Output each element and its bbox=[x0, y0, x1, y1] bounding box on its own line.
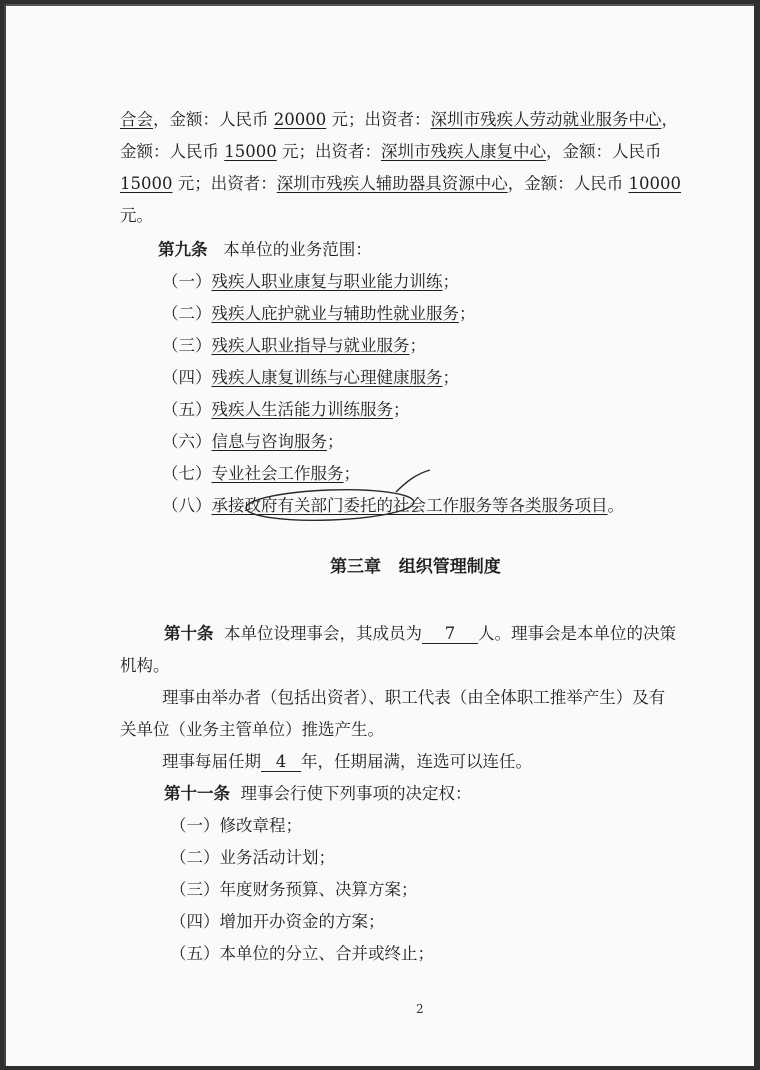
article-10-para-2a: 理事由举办者（包括出资者）、职工代表（由全体职工推举产生）及有 bbox=[162, 688, 666, 707]
investor-name: 深圳市残疾人辅助器具资源中心 bbox=[276, 174, 508, 193]
chapter-3-heading bbox=[330, 557, 501, 577]
item-number: （三） bbox=[170, 880, 220, 899]
document-page bbox=[4, 4, 754, 1066]
item-text: 增加开办资金的方案； bbox=[219, 912, 385, 931]
item-text: 本单位的分立、合并或终止； bbox=[219, 944, 434, 963]
article-text: 理事会行使下列事项的决定权： bbox=[240, 784, 472, 803]
item-text: 残疾人生活能力训练服务 bbox=[211, 400, 393, 419]
intro-text: ， bbox=[661, 110, 678, 129]
item-text: 残疾人职业康复与职业能力训练 bbox=[211, 272, 443, 291]
item-punct: ； bbox=[327, 432, 344, 451]
article-10-line-1 bbox=[164, 624, 676, 644]
intro-text: ，金额：人民币 bbox=[546, 142, 662, 161]
article-text: 本单位的业务范围： bbox=[223, 240, 372, 259]
article-title: 第十条 bbox=[164, 624, 214, 643]
item-text: 修改章程； bbox=[219, 816, 302, 835]
intro-text: 合会 bbox=[120, 110, 153, 129]
intro-text: 元；出资者： bbox=[172, 174, 277, 193]
chapter-title: 第三章 bbox=[330, 557, 381, 577]
item-punct: ； bbox=[459, 304, 476, 323]
item-punct: 。 bbox=[607, 496, 624, 515]
term-years-field: 4 bbox=[261, 753, 301, 772]
article-title: 第十一条 bbox=[164, 784, 230, 803]
item-punct: ； bbox=[442, 368, 459, 387]
item-number: （五） bbox=[162, 400, 212, 419]
article-11-item-5 bbox=[170, 944, 434, 964]
article-11-item-3 bbox=[170, 880, 418, 900]
item-number: （四） bbox=[170, 912, 220, 931]
member-count-field: 7 bbox=[422, 625, 478, 644]
intro-text: 金额：人民币 bbox=[120, 142, 225, 161]
item-number: （七） bbox=[162, 464, 212, 483]
investor-name: 深圳市残疾人康复中心 bbox=[381, 142, 546, 161]
article-11-item-4 bbox=[170, 912, 385, 932]
item-punct: ； bbox=[442, 272, 459, 291]
article-10-line-2: 机构。 bbox=[120, 656, 170, 675]
item-number: （二） bbox=[170, 848, 220, 867]
article-10-para-2b: 关单位（业务主管单位）推选产生。 bbox=[120, 720, 384, 739]
intro-text: ，金额：人民币 bbox=[507, 174, 629, 193]
chapter-subtitle: 组织管理制度 bbox=[398, 557, 501, 577]
article-11-item-2 bbox=[170, 848, 335, 868]
item-text: 残疾人康复训练与心理健康服务 bbox=[211, 368, 443, 387]
item-number: （一） bbox=[170, 816, 220, 835]
item-number: （八） bbox=[162, 496, 212, 515]
item-number: （二） bbox=[162, 304, 212, 323]
amount-value: 20000 bbox=[273, 110, 327, 129]
item-text: 业务活动计划； bbox=[219, 848, 335, 867]
intro-text: 元；出资者： bbox=[276, 142, 381, 161]
article-text: 人。理事会是本单位的决策 bbox=[478, 624, 676, 643]
item-text: 专业社会工作服务 bbox=[211, 464, 344, 483]
article-title: 第九条 bbox=[158, 240, 208, 259]
handwritten-circle-mark bbox=[4, 4, 754, 1066]
item-number: （一） bbox=[162, 272, 212, 291]
item-number: （五） bbox=[170, 944, 220, 963]
item-punct: ； bbox=[409, 336, 426, 355]
item-punct: ； bbox=[343, 464, 360, 483]
item-number: （四） bbox=[162, 368, 212, 387]
item-text: 残疾人职业指导与就业服务 bbox=[211, 336, 410, 355]
item-number: （六） bbox=[162, 432, 212, 451]
item-text: 年度财务预算、决算方案； bbox=[219, 880, 418, 899]
intro-text: 元；出资者： bbox=[326, 110, 431, 129]
item-text: 残疾人庇护就业与辅助性就业服务 bbox=[211, 304, 459, 323]
intro-line-4: 元。 bbox=[120, 206, 153, 225]
item-text: 承接政府有关部门委托的社会工作服务等各类服务项目 bbox=[211, 496, 608, 515]
amount-value: 10000 bbox=[628, 174, 681, 193]
article-text: 理事每届任期 bbox=[162, 752, 261, 771]
investor-name: 深圳市残疾人劳动就业服务中心 bbox=[430, 110, 662, 129]
item-punct: ； bbox=[393, 400, 410, 419]
item-text: 信息与咨询服务 bbox=[211, 432, 327, 451]
article-text: 本单位设理事会，其成员为 bbox=[224, 624, 422, 643]
item-number: （三） bbox=[162, 336, 212, 355]
article-11-header bbox=[164, 784, 472, 804]
article-text: 年，任期届满，连选可以连任。 bbox=[301, 752, 532, 771]
article-11-item-1 bbox=[170, 816, 302, 836]
page-number: 2 bbox=[416, 1002, 424, 1016]
intro-text: ，金额：人民币 bbox=[153, 110, 274, 129]
article-10-para-3 bbox=[162, 752, 532, 772]
amount-value: 15000 bbox=[120, 174, 173, 193]
amount-value: 15000 bbox=[224, 142, 277, 161]
